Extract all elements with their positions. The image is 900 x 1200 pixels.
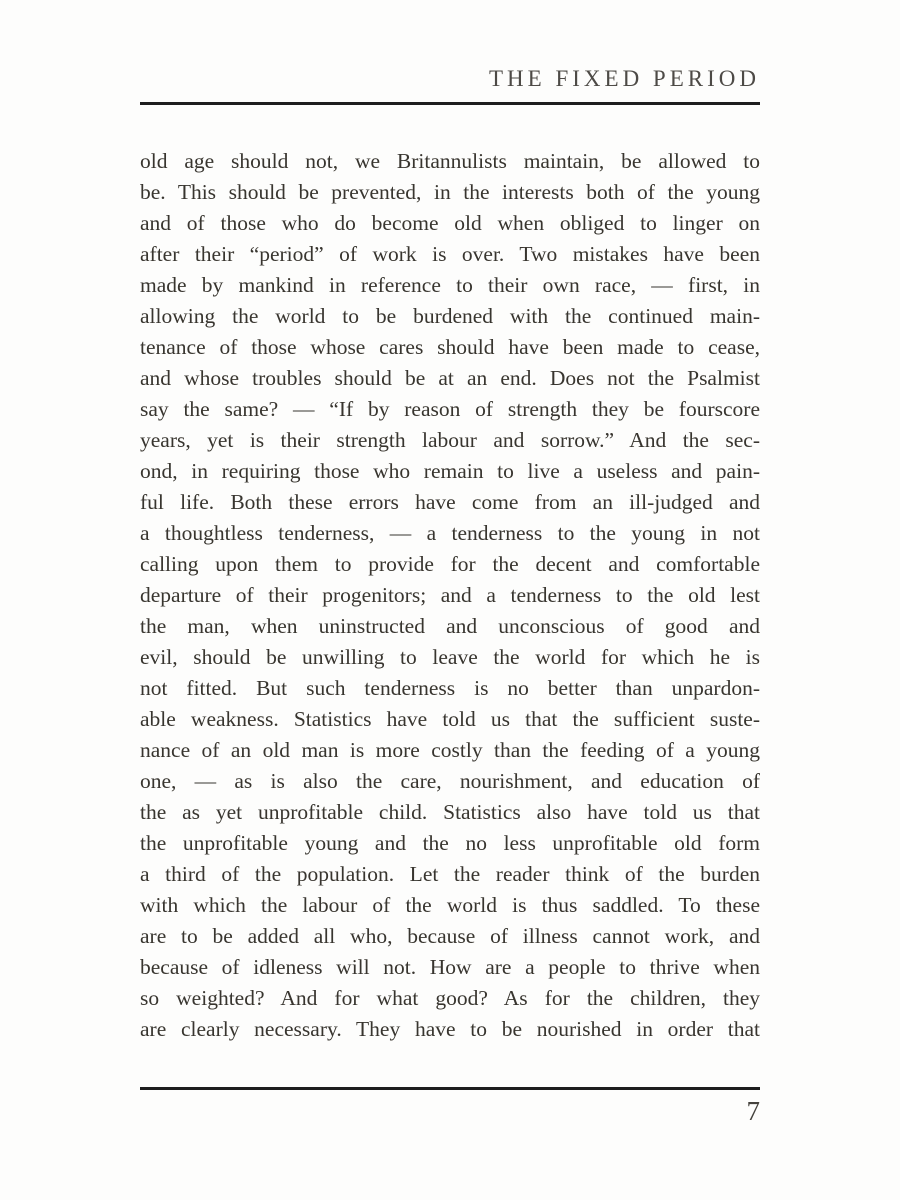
text-line: so weighted? And for what good? As for the children, they — [140, 986, 760, 1010]
text-line: are clearly necessary. They have to be nourished in order that — [140, 1017, 760, 1041]
body-text — [140, 146, 760, 1045]
text-line: a thoughtless tenderness, — a tenderness to the young in not — [140, 521, 760, 545]
text-line: the man, when uninstructed and unconscious of good and — [140, 614, 760, 638]
text-line: old age should not, we Britannulists maintain, be allowed to — [140, 149, 760, 173]
text-line: one, — as is also the care, nourishment, and education of — [140, 769, 760, 793]
text-line: a third of the population. Let the reader think of the burden — [140, 862, 760, 886]
text-line: nance of an old man is more costly than the feeding of a young — [140, 738, 760, 762]
text-line: with which the labour of the world is thus saddled. To these — [140, 893, 760, 917]
text-line: say the same? — “If by reason of strength they be fourscore — [140, 397, 760, 421]
text-line: and whose troubles should be at an end. Does not the Psalmist — [140, 366, 760, 390]
running-header-title: THE FIXED PERIOD — [489, 66, 760, 91]
text-line: be. This should be prevented, in the interests both of the young — [140, 180, 760, 204]
text-line: made by mankind in reference to their own race, — first, in — [140, 273, 760, 297]
text-line: evil, should be unwilling to leave the world for which he is — [140, 645, 760, 669]
text-line: not fitted. But such tenderness is no better than unpardon- — [140, 676, 760, 700]
text-line: and of those who do become old when obliged to linger on — [140, 211, 760, 235]
text-line: because of idleness will not. How are a people to thrive when — [140, 955, 760, 979]
text-line: departure of their progenitors; and a tenderness to the old lest — [140, 583, 760, 607]
text-line: calling upon them to provide for the decent and comfortable — [140, 552, 760, 576]
text-line: after their “period” of work is over. Two mistakes have been — [140, 242, 760, 266]
text-line: years, yet is their strength labour and sorrow.” And the sec- — [140, 428, 760, 452]
text-line: tenance of those whose cares should have been made to cease, — [140, 335, 760, 359]
footer-rule — [140, 1087, 760, 1090]
text-line: able weakness. Statistics have told us that the sufficient suste- — [140, 707, 760, 731]
text-line: allowing the world to be burdened with the continued main- — [140, 304, 760, 328]
text-line: are to be added all who, because of illness cannot work, and — [140, 924, 760, 948]
text-line: ful life. Both these errors have come from an ill-judged and — [140, 490, 760, 514]
text-line: the unprofitable young and the no less unprofitable old form — [140, 831, 760, 855]
text-line: ond, in requiring those who remain to live a useless and pain- — [140, 459, 760, 483]
text-line: the as yet unprofitable child. Statistics also have told us that — [140, 800, 760, 824]
header-rule — [140, 102, 760, 105]
page-number: 7 — [746, 1096, 760, 1126]
